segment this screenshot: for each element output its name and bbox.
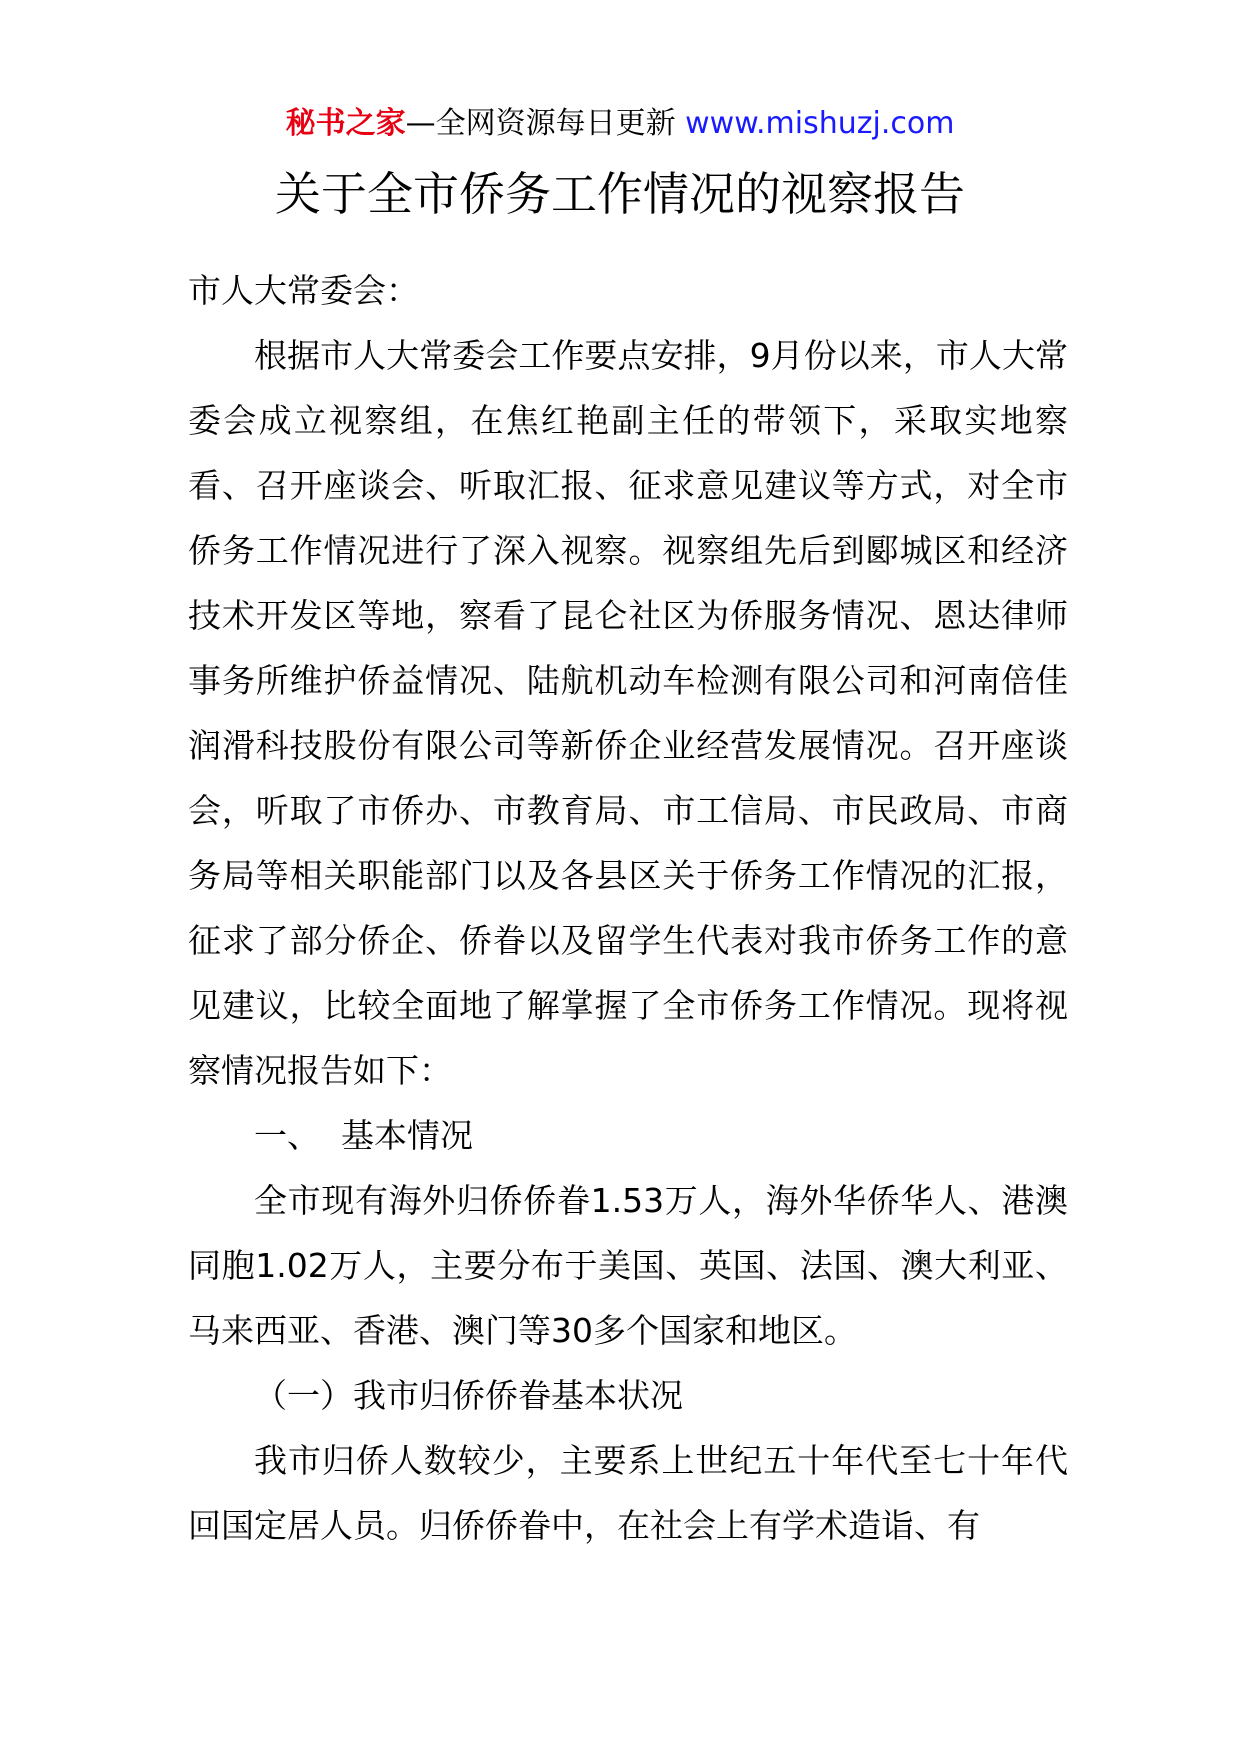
paragraph-intro: 根据市人大常委会工作要点安排，9月份以来，市人大常委会成立视察组，在焦红艳副主任的带领下，采取实地察看、召开座谈会、听取汇报、征求意见建议等方式，对全市侨务工作情况进行了深入视察。视察组先后到郾城区和经济技术开发区等地，察看了昆仑社区为侨服务情况、恩达律师事务所维护侨益情况、陆航机动车检测有限公司和河南倍佳润滑科技股份有限公司等新侨企业经营发展情况。召开座谈会，听取了市侨办、市教育局、市工信局、市民政局、市商务局等相关职能部门以及各县区关于侨务工作情况的汇报，征求了部分侨企、侨眷以及留学生代表对我市侨务工作的意见建议，比较全面地了解掌握了全市侨务工作情况。现将视察情况报告如下： bbox=[188, 336, 1068, 1090]
site-url-link[interactable]: www.mishuzj.com bbox=[685, 106, 955, 141]
brand-name: 秘书之家 bbox=[285, 106, 406, 141]
paragraph-population: 全市现有海外归侨侨眷1.53万人，海外华侨华人、港澳同胞1.02万人，主要分布于美国、英国、法国、澳大利亚、马来西亚、香港、澳门等30多个国家和地区。 bbox=[188, 1181, 1068, 1350]
paragraph-returned-overseas: 我市归侨人数较少，主要系上世纪五十年代至七十年代回国定居人员。归侨侨眷中，在社会上有学术造诣、有 bbox=[188, 1441, 1068, 1545]
subsection-heading-returned-overseas: （一）我市归侨侨眷基本状况 bbox=[254, 1376, 683, 1415]
site-header bbox=[0, 100, 1240, 148]
document-body bbox=[188, 258, 1068, 1558]
site-tagline: —全网资源每日更新 bbox=[405, 106, 676, 141]
section-heading-basic-situation: 一、 基本情况 bbox=[254, 1116, 473, 1155]
document-title: 关于全市侨务工作情况的视察报告 bbox=[275, 167, 965, 221]
salutation: 市人大常委会： bbox=[188, 271, 419, 310]
